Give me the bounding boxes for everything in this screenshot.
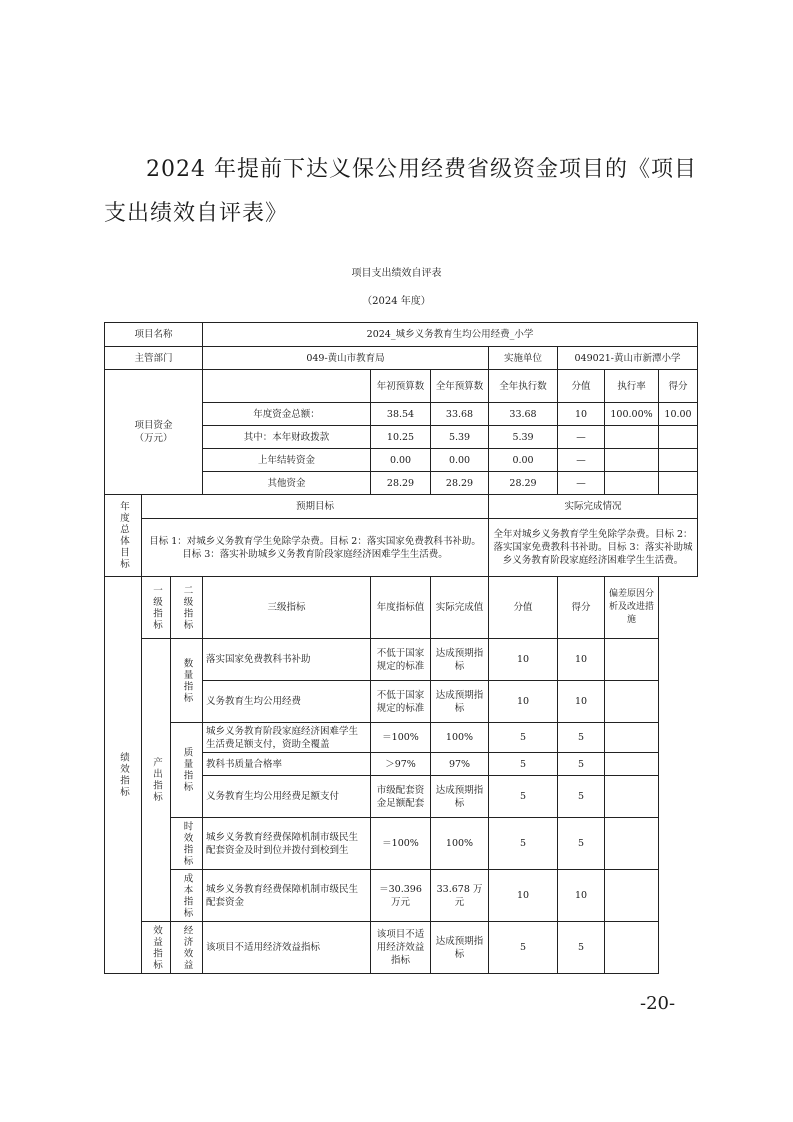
funds-initial: 0.00 [371,449,431,472]
indicator-row [105,639,698,681]
funds-weight: — [558,449,605,472]
project-name-row [105,323,698,347]
indicator-score: 5 [558,723,605,753]
funds-rate: 100.00% [605,403,659,426]
level1-output: 产出指标 [142,639,171,922]
level1-benefit: 效益指标 [142,922,171,974]
indicator-name: 落实国家免费教科书补助 [203,639,371,681]
indicator-deviation [605,818,659,870]
indicator-score: 5 [558,818,605,870]
funds-header-blank [203,370,371,403]
indicator-weight: 10 [489,639,558,681]
funds-header: 年初预算数 [371,370,431,403]
indicator-row [105,818,698,870]
indicator-score: 10 [558,681,605,723]
document-title: 2024 年提前下达义保公用经费省级资金项目的《项目支出绩效自评表》 [104,157,697,226]
funds-row-name: 上年结转资金 [203,449,371,472]
funds-header: 分值 [558,370,605,403]
group-quantity: 数量指标 [171,639,203,723]
indicator-name: 义务教育生均公用经费足额支付 [203,776,371,818]
indicator-actual: 100% [431,818,489,870]
funds-row-name: 其他资金 [203,472,371,495]
indicator-weight: 5 [489,776,558,818]
indicator-deviation [605,753,659,776]
funds-header-row [105,370,698,403]
table-year: （2024 年度） [362,296,431,307]
funds-header: 全年预算数 [431,370,489,403]
score-header: 得分 [558,577,605,639]
performance-table [104,322,698,974]
indicator-actual: 达成预期指标 [431,681,489,723]
funds-header: 得分 [659,370,698,403]
indicator-deviation [605,776,659,818]
funds-weight: — [558,426,605,449]
indicator-weight: 5 [489,818,558,870]
level2-header: 二级指标 [171,577,203,639]
indicator-target: 不低于国家规定的标准 [371,639,431,681]
funds-score [659,472,698,495]
indicator-actual: 达成预期指标 [431,922,489,974]
deviation-header: 偏差原因分析及改进措施 [605,577,659,639]
target-header: 年度指标值 [371,577,431,639]
goals-text-row [105,519,698,577]
indicator-deviation [605,639,659,681]
weight-header: 分值 [489,577,558,639]
funds-header: 执行率 [605,370,659,403]
group-timeliness: 时效指标 [171,818,203,870]
dept-label: 主管部门 [105,347,203,370]
indicator-target: ＝30.396 万元 [371,870,431,922]
indicator-deviation [605,870,659,922]
funds-score [659,426,698,449]
indicator-deviation [605,922,659,974]
actual-header: 实际完成值 [431,577,489,639]
expected-goal-text: 目标 1：对城乡义务教育学生免除学杂费。目标 2：落实国家免费教科书补助。目标 3：落实补助城乡义务教育阶段家庭经济困难学生生活费。 [142,519,489,577]
funds-executed: 0.00 [489,449,558,472]
funds-label: 项目资金 （万元） [105,370,203,495]
indicator-weight: 5 [489,922,558,974]
indicator-score: 10 [558,639,605,681]
indicator-target: ＝100% [371,818,431,870]
funds-row-name: 年度资金总额： [203,403,371,426]
indicator-target: ＝100% [371,723,431,753]
indicator-name: 该项目不适用经济效益指标 [203,922,371,974]
funds-annual: 5.39 [431,426,489,449]
indicator-target: 市级配套资金足额配套 [371,776,431,818]
funds-weight: 10 [558,403,605,426]
actual-goal-text: 全年对城乡义务教育学生免除学杂费。目标 2：落实国家免费教科书补助。目标 3：落实补助城乡义务教育阶段家庭经济困难学生生活费。 [489,519,698,577]
level1-header: 一级指标 [142,577,171,639]
indicator-actual: 达成预期指标 [431,776,489,818]
actual-goal-header: 实际完成情况 [489,495,698,519]
unit-label: 实施单位 [489,347,558,370]
project-name-value: 2024_城乡义务教育生均公用经费_小学 [203,323,698,347]
funds-weight: — [558,472,605,495]
expected-goal-header: 预期目标 [142,495,489,519]
indicator-score: 5 [558,776,605,818]
group-quality: 质量指标 [171,723,203,818]
indicator-actual: 达成预期指标 [431,639,489,681]
funds-annual: 0.00 [431,449,489,472]
goals-header-row [105,495,698,519]
indicator-deviation [605,681,659,723]
group-cost: 成本指标 [171,870,203,922]
indicator-row [105,723,698,753]
indicator-name: 义务教育生均公用经费 [203,681,371,723]
funds-score [659,449,698,472]
indicator-name: 城乡义务教育经费保障机制市级民生配套资金及时到位并拨付到校到生 [203,818,371,870]
dept-value: 049-黄山市教育局 [203,347,489,370]
funds-executed: 5.39 [489,426,558,449]
indicator-target: 该项目不适用经济效益指标 [371,922,431,974]
level3-header: 三级指标 [203,577,371,639]
indicator-row [105,922,698,974]
table-title: 项目支出绩效自评表 [351,268,442,279]
page-number: -20- [640,993,676,1014]
group-economic: 经济效益 [171,922,203,974]
indicator-weight: 5 [489,723,558,753]
indicator-target: 不低于国家规定的标准 [371,681,431,723]
project-name-label: 项目名称 [105,323,203,347]
indicator-deviation [605,723,659,753]
indicator-weight: 5 [489,753,558,776]
indicator-weight: 10 [489,681,558,723]
indicator-row [105,870,698,922]
indicators-section-label: 绩效指标 [105,577,142,974]
goals-label: 年度总体目标 [105,495,142,577]
funds-executed: 28.29 [489,472,558,495]
funds-row-name: 其中：本年财政拨款 [203,426,371,449]
indicator-weight: 10 [489,870,558,922]
indicator-header-row [105,577,698,639]
funds-header: 全年执行数 [489,370,558,403]
funds-rate [605,449,659,472]
indicator-name: 教科书质量合格率 [203,753,371,776]
funds-executed: 33.68 [489,403,558,426]
indicator-score: 10 [558,870,605,922]
indicator-actual: 97% [431,753,489,776]
funds-rate [605,472,659,495]
indicator-name: 城乡义务教育阶段家庭经济困难学生生活费足额支付，资助全覆盖 [203,723,371,753]
funds-initial: 28.29 [371,472,431,495]
funds-initial: 10.25 [371,426,431,449]
funds-score: 10.00 [659,403,698,426]
indicator-actual: 33.678 万元 [431,870,489,922]
indicator-actual: 100% [431,723,489,753]
indicator-name: 城乡义务教育经费保障机制市级民生配套资金 [203,870,371,922]
indicator-target: ＞97% [371,753,431,776]
indicator-score: 5 [558,753,605,776]
dept-row [105,347,698,370]
funds-annual: 33.68 [431,403,489,426]
funds-annual: 28.29 [431,472,489,495]
indicator-score: 5 [558,922,605,974]
funds-initial: 38.54 [371,403,431,426]
unit-value: 049021-黄山市新潭小学 [558,347,698,370]
funds-rate [605,426,659,449]
